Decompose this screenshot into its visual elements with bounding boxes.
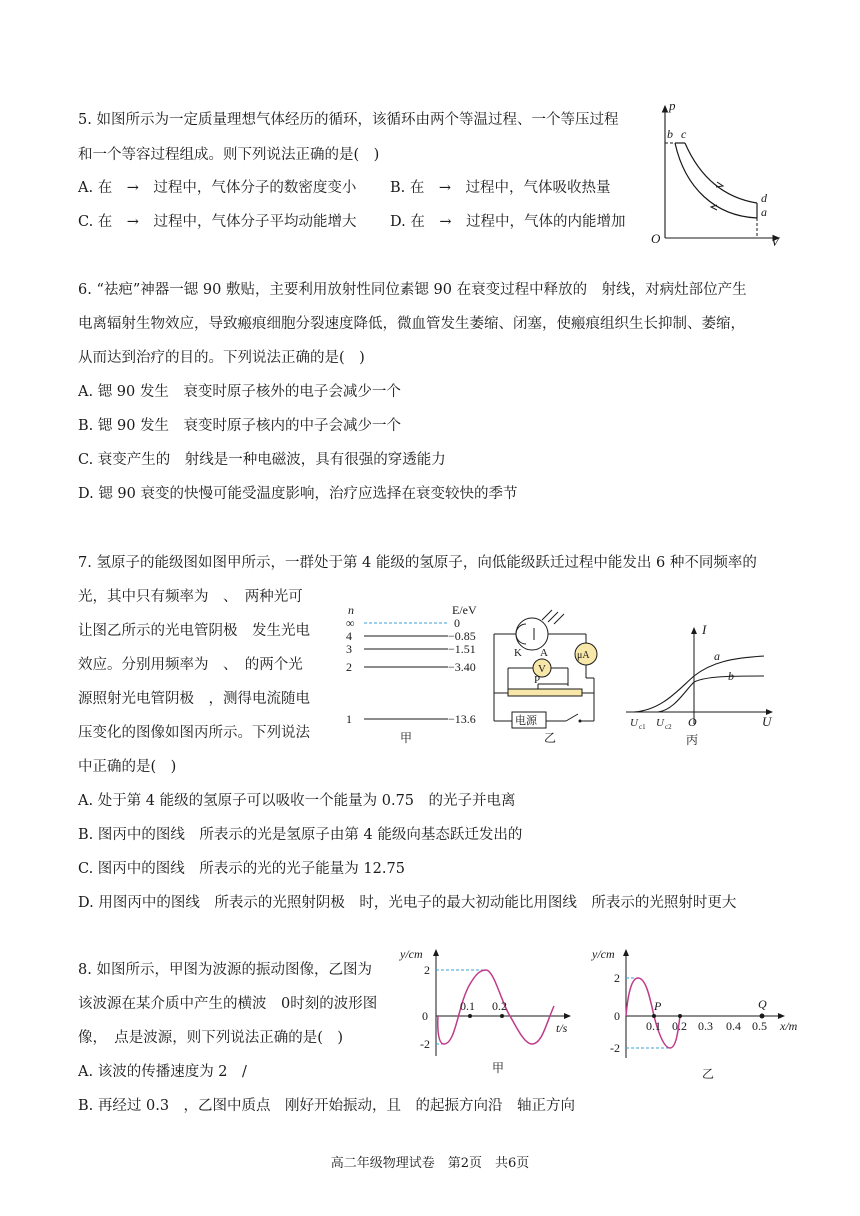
curve-a-label: a: [714, 649, 720, 663]
q8-stem-line1: 8. 如图所示，甲图为波源的振动图像，乙图为: [78, 962, 372, 978]
level-e-3: −1.51: [448, 642, 476, 656]
point-d-label: d: [761, 191, 767, 205]
fig1-y-top: 2: [424, 963, 430, 977]
point-q-label: Q: [758, 997, 767, 1011]
fig1-y-axis-label: y/cm: [400, 947, 423, 961]
q7-stem-line3: 让图乙所示的光电管阴极 发生光电: [78, 623, 310, 639]
curve-b-label: b: [728, 669, 734, 683]
current-axis-label: I: [702, 622, 707, 637]
energy-level-diagram: [340, 598, 495, 748]
uc1-label: U: [630, 717, 638, 729]
fig1-tick-0-1: 0.1: [460, 999, 475, 1013]
fig2-y-bottom: -2: [610, 1041, 620, 1055]
q7-option-b: B. 图丙中的图线 所表示的光是氢原子由第 4 能级向基态跃迁发出的: [78, 827, 523, 843]
q8-option-a: A. 该波的传播速度为 2 /: [78, 1064, 247, 1080]
q7-option-c: C. 图丙中的图线 所表示的光的光子能量为 12.75: [78, 861, 405, 877]
level-n-2: 2: [346, 660, 352, 674]
fig2-x-axis-label: x/m: [780, 1019, 798, 1033]
point-a-label: a: [761, 205, 767, 219]
q5-stem-line2: 和一个等容过程组成。则下列说法正确的是( ): [78, 147, 380, 163]
q6-option-d: D. 锶 90 衰变的快慢可能受温度影响，治疗应选择在衰变较快的季节: [78, 486, 518, 502]
q7-option-a: A. 处于第 4 能级的氢原子可以吸收一个能量为 0.75 的光子并电离: [78, 793, 516, 809]
q5-option-d: D. 在 → 过程中，气体的内能增加: [390, 214, 626, 230]
fig1-zero: 0: [422, 1009, 428, 1023]
fig1-caption: 甲: [492, 1061, 505, 1074]
q6-option-a: A. 锶 90 发生 衰变时原子核外的电子会减少一个: [78, 384, 401, 400]
level-n-1: 1: [346, 712, 352, 726]
q8-stem-line2: 该波源在某介质中产生的横波 0时刻的波形图: [78, 996, 378, 1012]
uc2-subscript: c2: [665, 723, 672, 731]
level-e-header: E/eV: [452, 603, 477, 617]
level-e-2: −3.40: [448, 660, 476, 674]
level-n-3: 3: [346, 642, 352, 656]
q8-stem-line3: 像， 点是波源，则下列说法正确的是( ): [78, 1030, 344, 1046]
q7-stem-line5: 源照射光电管阴极 ，测得电流随电: [78, 691, 310, 707]
q7-stem-line4: 效应。分别用频率为 、 的两个光: [78, 657, 303, 673]
level-n-header: n: [348, 603, 354, 617]
q6-stem-line3: 从而达到治疗的目的。下列说法正确的是( ): [78, 350, 365, 366]
fig2-tick-0-2: 0.2: [672, 1019, 687, 1033]
fig1-tick-0-2: 0.2: [492, 999, 507, 1013]
q7-stem-line2: 光，其中只有频率为 、 两种光可: [78, 589, 303, 605]
q5-stem-line1: 5. 如图所示为一定质量理想气体经历的循环，该循环由两个等温过程、一个等压过程: [78, 112, 619, 128]
page-footer: 高二年级物理试卷 第2页 共6页: [330, 1156, 530, 1171]
p-axis-label: p: [669, 98, 676, 113]
q7-stem-line6: 压变化的图像如图丙所示。下列说法: [78, 725, 310, 741]
fig2-tick-0-4: 0.4: [726, 1019, 741, 1033]
point-b-label: b: [667, 127, 673, 141]
slider-p-label: P: [534, 674, 541, 686]
fig2-y-top: 2: [614, 971, 620, 985]
fig2-zero: 0: [614, 1009, 620, 1023]
voltage-axis-label: U: [762, 714, 772, 729]
point-p-label: P: [654, 999, 662, 1013]
q5-option-c: C. 在 → 过程中，气体分子平均动能增大: [78, 214, 357, 230]
iv-origin-label: O: [688, 715, 697, 729]
level-n-inf: ∞: [346, 616, 355, 630]
point-c-label: c: [681, 127, 687, 141]
q5-option-b: B. 在 → 过程中，气体吸收热量: [390, 180, 611, 196]
fig2-tick-0-1: 0.1: [646, 1019, 661, 1033]
microammeter-label: μA: [577, 650, 590, 661]
fig1-x-axis-label: t/s: [556, 1021, 568, 1035]
fig-caption-jia: 甲: [400, 731, 413, 745]
q7-stem-line7: 中正确的是( ): [78, 759, 177, 775]
q5-pv-diagram: [645, 98, 785, 250]
fig1-y-bottom: -2: [420, 1037, 430, 1051]
q7-option-d: D. 用图丙中的图线 所表示的光照射阴极 时，光电子的最大初动能比用图线 所表示的光照射时更大: [78, 895, 737, 911]
fig-caption-bing: 丙: [686, 733, 699, 747]
origin-label: O: [651, 231, 661, 246]
photocurrent-iv-graph: [622, 620, 777, 748]
level-n-4: 4: [346, 629, 352, 643]
fig2-tick-0-5: 0.5: [752, 1019, 767, 1033]
v-axis-label: V: [771, 234, 779, 249]
cathode-k-label: K: [514, 647, 522, 659]
q6-stem-line2: 电离辐射生物效应，导致瘢痕细胞分裂速度降低，微血管发生萎缩、闭塞，使瘢痕组织生长抑制、萎缩，: [78, 316, 745, 332]
power-source-label: 电源: [515, 715, 537, 727]
photoelectric-circuit: [488, 598, 618, 748]
uc1-subscript: c1: [639, 723, 646, 731]
q5-option-a: A. 在 → 过程中，气体分子的数密度变小: [78, 180, 357, 196]
q7-stem-line1: 7. 氢原子的能级图如图甲所示，一群处于第 4 能级的氢原子，向低能级跃迁过程中能发出 6 种不同频率的: [78, 555, 757, 571]
level-e-1: −13.6: [448, 712, 476, 726]
voltmeter-label: V: [538, 663, 546, 675]
anode-a-label: A: [540, 647, 548, 659]
fig2-y-axis-label: y/cm: [592, 947, 615, 961]
q6-option-b: B. 锶 90 发生 衰变时原子核内的中子会减少一个: [78, 418, 402, 434]
vibration-graph: [398, 944, 578, 1074]
level-e-inf: 0: [454, 616, 460, 630]
level-e-4: −0.85: [448, 629, 476, 643]
waveform-graph: [590, 944, 810, 1084]
q6-option-c: C. 衰变产生的 射线是一种电磁波，具有很强的穿透能力: [78, 452, 446, 468]
q8-option-b: B. 再经过 0.3 ，乙图中质点 刚好开始振动，且 的起振方向沿 轴正方向: [78, 1098, 576, 1114]
fig2-caption: 乙: [702, 1067, 715, 1081]
fig-caption-yi: 乙: [544, 731, 557, 745]
fig2-tick-0-3: 0.3: [698, 1019, 713, 1033]
q6-stem-line1: 6. “祛疤”神器一锶 90 敷贴，主要利用放射性同位素锶 90 在衰变过程中释放的 射线，对病灶部位产生: [78, 282, 747, 298]
uc2-label: U: [656, 717, 664, 729]
